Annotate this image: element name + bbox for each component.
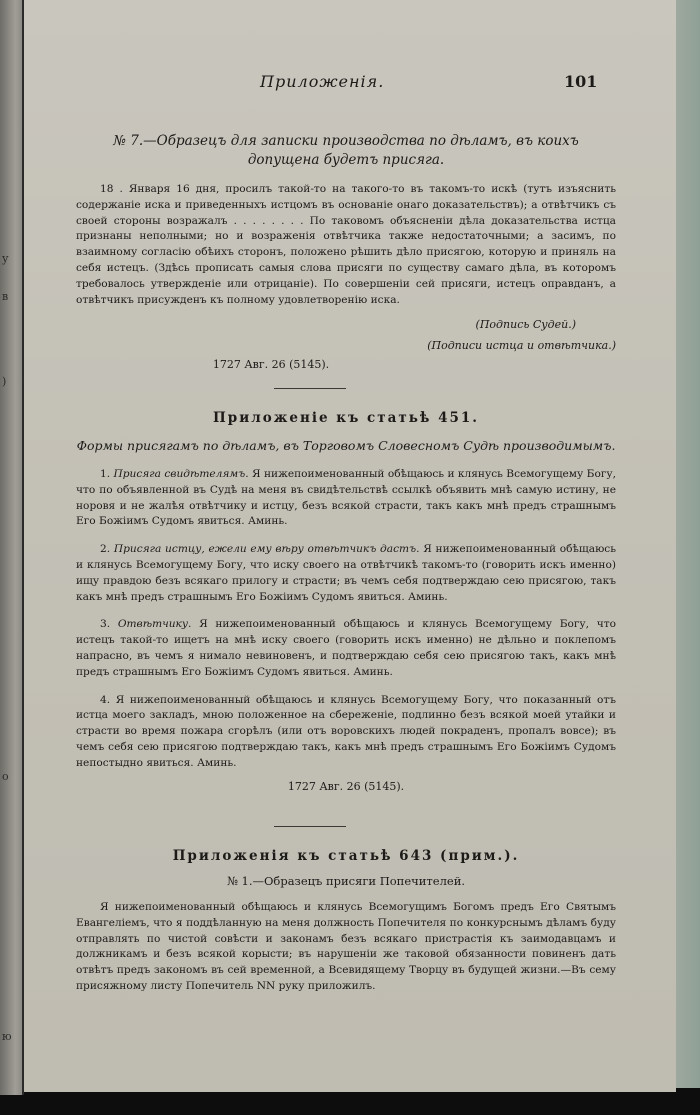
appendix-643-subtitle: № 1.—Образецъ присяги Попечителей. bbox=[226, 874, 466, 888]
oath-item-3 bbox=[76, 617, 616, 680]
oath-item-2 bbox=[76, 542, 616, 605]
oath-item-1-number: 1. bbox=[100, 468, 111, 480]
signature-parties: (Подписи истца и отвѣтчика.) bbox=[427, 339, 616, 353]
signature-judges: (Подпись Судей.) bbox=[475, 318, 576, 332]
trustee-oath-paragraph: Я нижепоименованный обѣщаюсь и клянусь Всемогущимъ Богомъ предъ Его Святымъ Евангелiемъ, что я поддѣланную на меня должность Попечителя по конкурснымъ дѣламъ буду отправлять по чистой совѣсти и законамъ безъ всякаго пристрастiя къ заимодавцамъ и должникамъ и безъ всякой корысти; въ нарушенiи же таковой обязанности повиненъ дать отвѣтъ предъ закономъ въ сей временной, а Всевидящему Творцу въ будущей жизни.—Въ сему присяжному листу Попечитель NN руку приложилъ. bbox=[76, 901, 616, 992]
divider-2 bbox=[274, 826, 346, 827]
oath-item-1-text: Я нижепоименованный обѣщаюсь и клянусь Всемогущему Богу, что по объявленной въ Судѣ на меня въ свидѣтельствѣ ссылкѣ объявить мнѣ самую истину, не норовя и не жалѣя отвѣтчику и истцу, безъ всякой страсти, такъ какъ мнѣ предъ страшнымъ Его Божiимъ Судомъ явиться. Аминь. bbox=[76, 468, 616, 528]
book-page bbox=[24, 0, 676, 1092]
page-edge-right bbox=[676, 0, 700, 1088]
citation-1: 1727 Авг. 26 (5145). bbox=[212, 358, 330, 372]
running-header: Приложенiя. bbox=[260, 72, 385, 91]
section-sample-record bbox=[76, 132, 616, 371]
oath-item-2-text: Я нижепоименованный обѣщаюсь и клянусь Всемогущему Богу, что иску своего на отвѣтчикѣ такомъ-то (говорить искъ именно) ищу правдою безъ всякаго прилогу и страсти; въ чемъ себя подтверждаю сею присягою, такъ какъ мнѣ предъ страшнымъ Его Божiимъ Судомъ явиться. Аминь. bbox=[76, 543, 616, 603]
section-appendix-451 bbox=[76, 410, 616, 793]
sample-record-heading: № 7.—Образецъ для записки производства по дѣламъ, въ коихъ допущена будетъ присяга. bbox=[113, 133, 579, 168]
appendix-643-title: Приложенiя къ статьѣ 643 (прим.). bbox=[172, 848, 520, 864]
page-number: 101 bbox=[564, 72, 598, 91]
oath-item-4 bbox=[76, 693, 616, 772]
oath-item-2-number: 2. bbox=[100, 543, 111, 556]
divider-1 bbox=[274, 388, 346, 389]
oath-item-3-text: Я нижепоименованный обѣщаюсь и клянусь Всемогущему Богу, что истецъ такой-то ищетъ на мнѣ иску своего (говорить искъ именно) не дѣльно и поклепомъ напрасно, въ чемъ я нимало невиновенъ, и подтверждаю себя сею присягою такъ, какъ мнѣ предъ страшнымъ Его Божiимъ Судомъ явиться. Аминь. bbox=[76, 618, 616, 678]
oath-item-2-lead: Присяга истцу, ежели ему вѣру отвѣтчикъ дастъ. bbox=[113, 543, 420, 556]
appendix-451-title: Приложенiе къ статьѣ 451. bbox=[213, 410, 479, 426]
oath-item-3-lead: Отвѣтчику. bbox=[117, 618, 192, 631]
section-appendix-643 bbox=[76, 848, 616, 995]
citation-2: 1727 Авг. 26 (5145). bbox=[287, 779, 405, 793]
oath-item-4-text: Я нижепоименованный обѣщаюсь и клянусь Всемогущему Богу, что показанный отъ истца моего закладъ, мною положенное на сбереженiе, подлинно безъ всякой моей утайки и страсти во время пожара сгорѣлъ (или отъ воровскихъ людей покраденъ, пропалъ вовсе); въ чемъ себя сею присягою подтверждаю такъ, какъ мнѣ предъ страшнымъ Его Божiимъ Судомъ непостыдно явиться. Аминь. bbox=[76, 693, 616, 769]
appendix-451-subtitle: Формы присягамъ по дѣламъ, въ Торговомъ Словесномъ Судѣ производимымъ. bbox=[76, 438, 616, 453]
oath-item-1 bbox=[76, 467, 616, 530]
oath-item-3-number: 3. bbox=[100, 618, 111, 631]
sample-record-paragraph: 18 . Января 16 дня, просилъ такой-то на такого-то въ такомъ-то искѣ (тутъ изъяснить содержанiе иска и приведенныхъ истцомъ въ основанiе онаго доказательствъ); а отвѣтчикъ съ своей стороны возражалъ . . . . . . . . По таковомъ объясненiи дѣла доказательства истца признаны неполными; но и возраженiя отвѣтчика также недостаточными; а засимъ, по взаимному согласiю обѣихъ сторонъ, положено рѣшить дѣло присягою, которую и приняль на себя истецъ. (Здѣсь прописать самыя слова присяги по существу самаго дѣла, въ которомъ требовалось утвержденiе или отрицанiе). По совершенiи сей присяги, истецъ оправданъ, а отвѣтчикъ присужденъ къ полному удовлетворенiю иска. bbox=[76, 183, 616, 306]
oath-item-4-number: 4. bbox=[100, 693, 111, 706]
facing-page-edge: у в ) о ю bbox=[0, 0, 24, 1095]
oath-item-1-lead: Присяга свидѣтелямъ. bbox=[113, 468, 249, 480]
